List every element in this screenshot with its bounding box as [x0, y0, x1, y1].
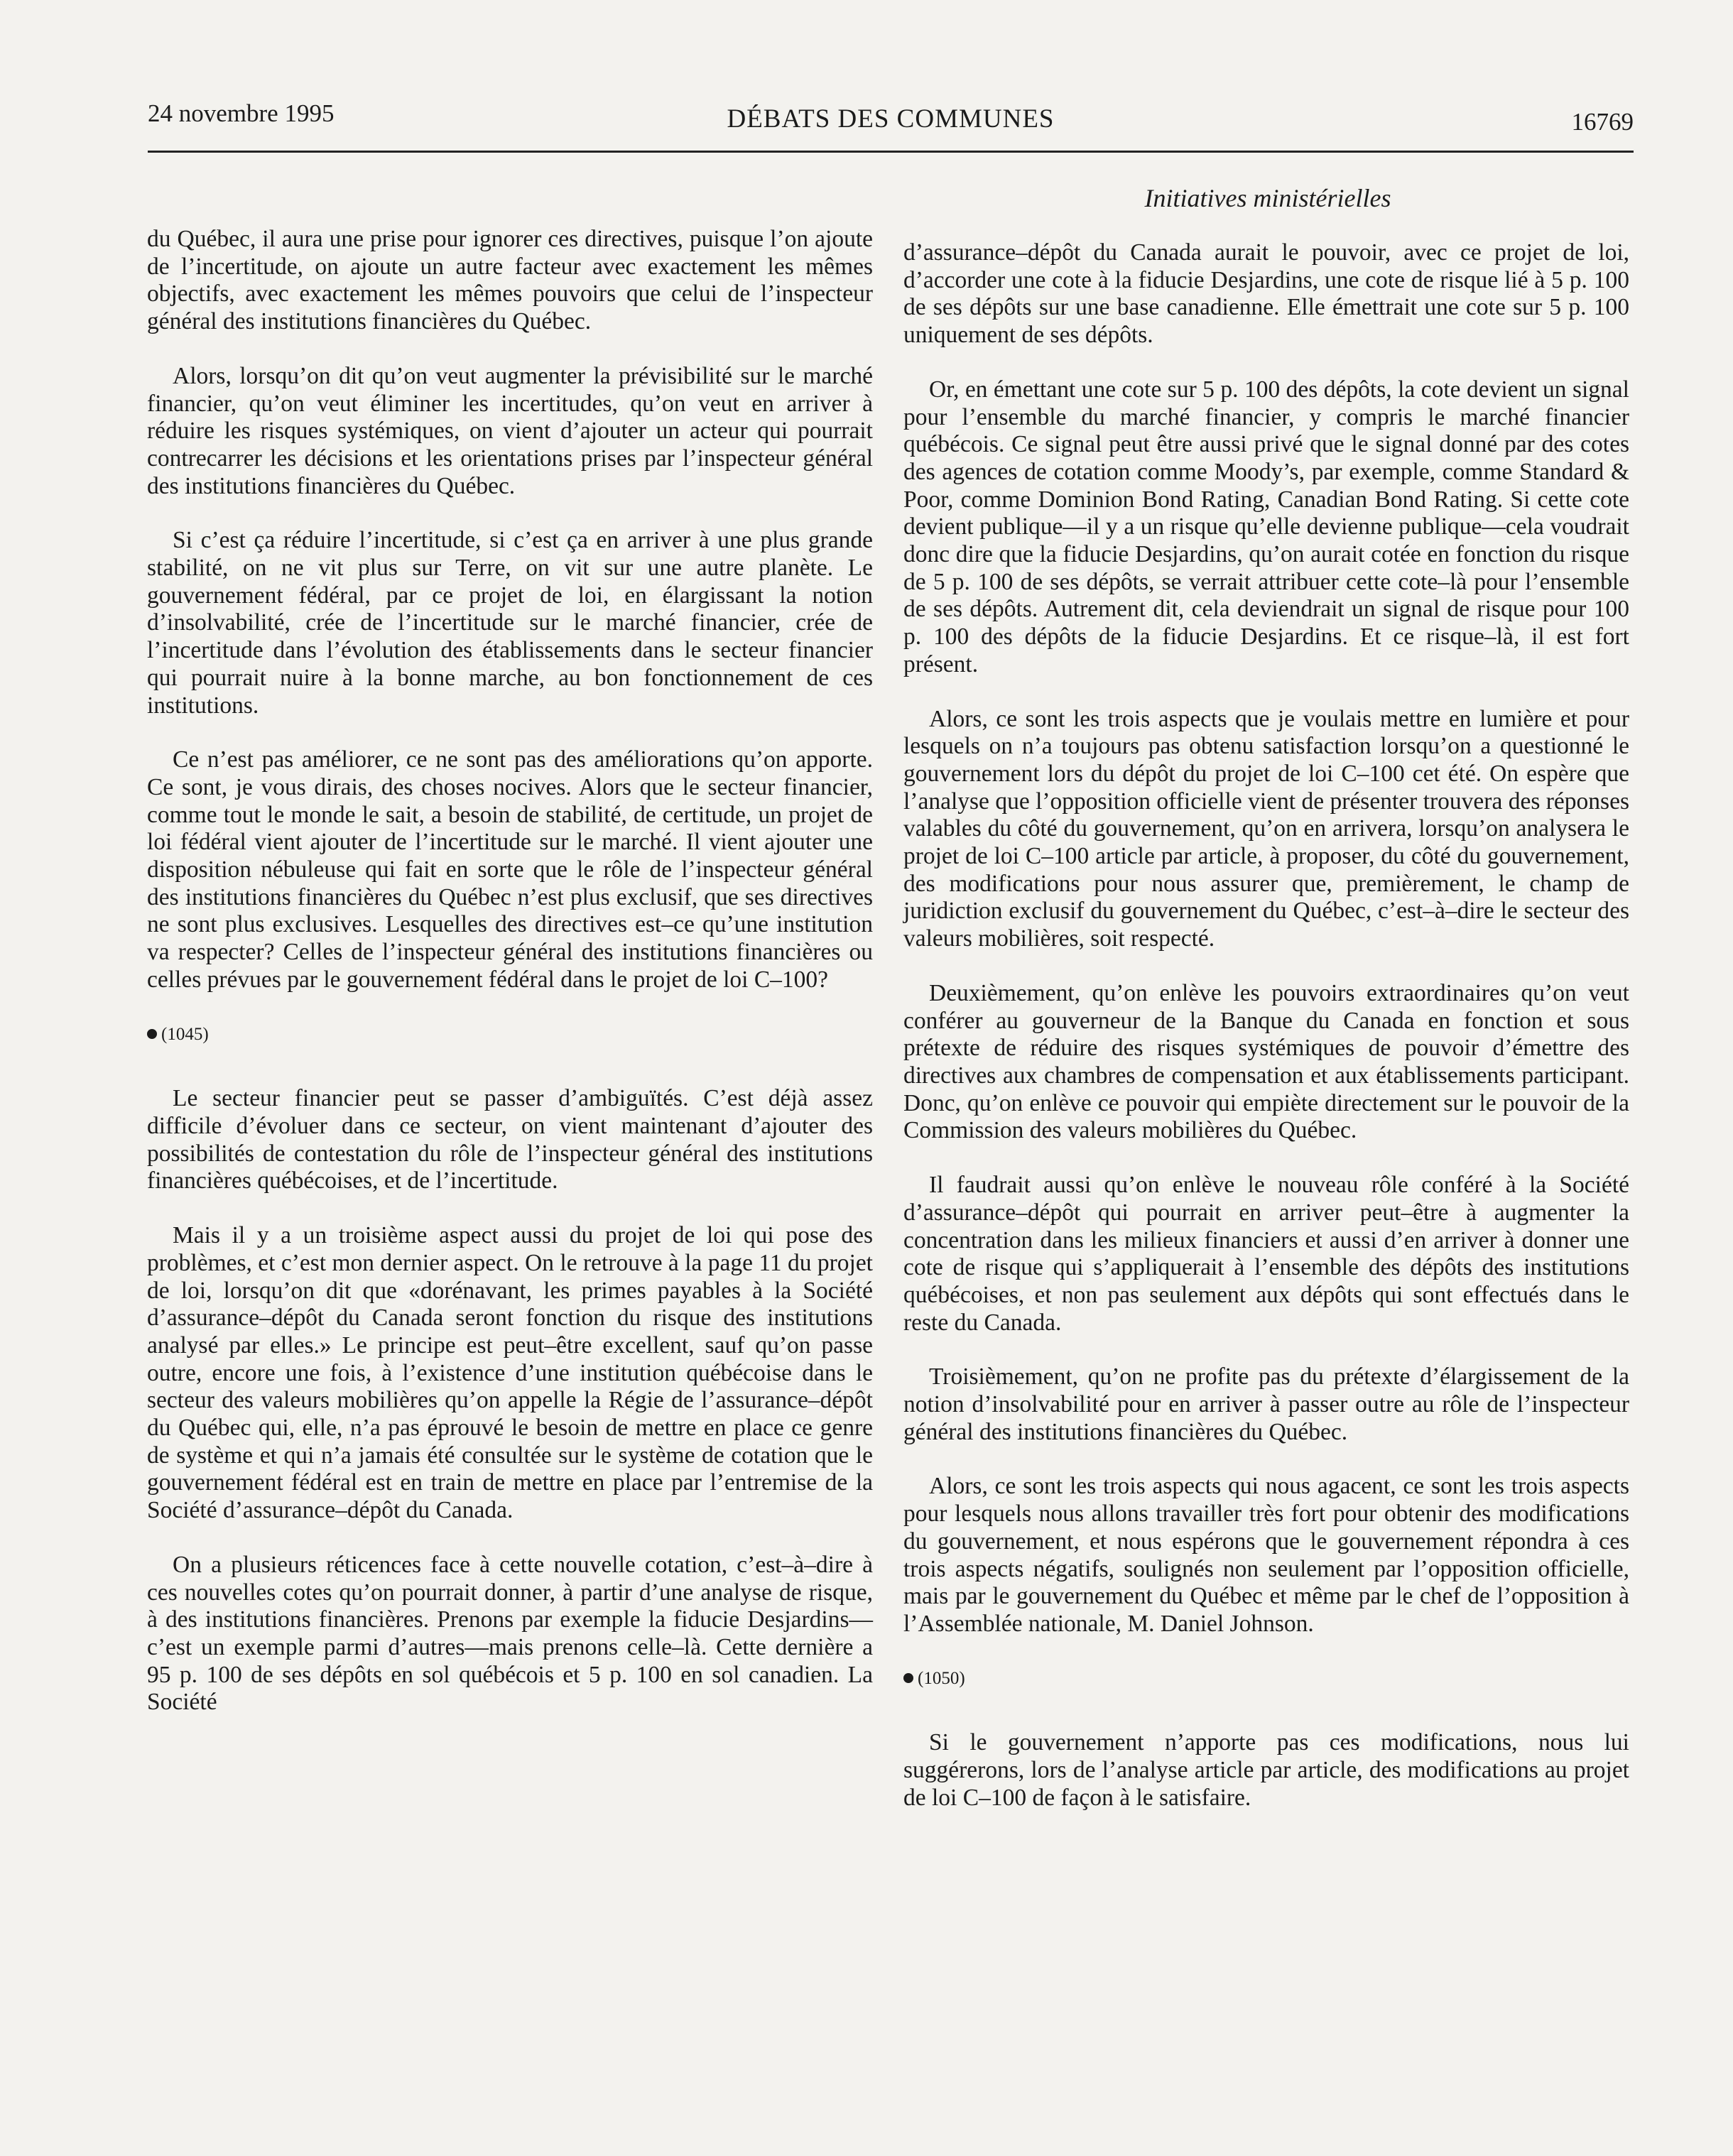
paragraph: du Québec, il aura une prise pour ignorer ces directives, puisque l’on ajoute de l’incertitude, on ajoute un autre facteur avec exactement les mêmes objectifs, avec exactement les mêmes pouvoirs que celui de l’inspecteur général des institutions financières du Québec. — [147, 226, 873, 335]
paragraph: Alors, ce sont les trois aspects que je voulais mettre en lumière et pour lesquels on n’a toujours pas obtenu satisfaction lorsqu’on a questionné le gouvernement lors du dépôt du projet de loi C–100 cet été. On espère que l’analyse que l’opposition officielle vient de présenter trouvera des réponses valables du côté du gouvernement, qu’on en arrivera, lorsqu’on analysera le projet de loi C–100 article par article, à proposer, du côté du gouvernement, des modifications pour nous assurer que, premièrement, le champ de juridiction exclusif du gouvernement du Québec, c’est–à–dire le secteur des valeurs mobilières, soit respecté. — [903, 705, 1629, 952]
paragraph: Ce n’est pas améliorer, ce ne sont pas des améliorations qu’on apporte. Ce sont, je vous dirais, des choses nocives. Alors que le secteur financier, comme tout le monde le sait, a besoin de stabilité, de certitude, un projet de loi fédéral vient ajouter de l’incertitude sur le marché. Il vient ajouter une disposition nébuleuse qui fait en sorte que le rôle de l’inspecteur général des institutions financières du Québec n’est plus exclusif, que ses directives ne sont plus exclusives. Lesquelles des directives est–ce qu’une institution va respecter? Celles de l’inspecteur général des institutions financières ou celles prévues par le gouvernement fédéral dans le projet de loi C–100? — [147, 746, 873, 993]
paragraph: Mais il y a un troisième aspect aussi du projet de loi qui pose des problèmes, et c’est mon dernier aspect. On le retrouve à la page 11 du projet de loi, lorsqu’on dit que «dorénavant, les primes payables à la Société d’assurance–dépôt du Canada seront fonction du risque des institutions analysé par elles.» Le principe est peut–être excellent, sauf qu’on passe outre, encore une fois, à l’existence d’une institution québécoise dans le secteur des valeurs mobilières qu’on appelle la Régie de l’assurance–dépôt du Québec qui, elle, n’a pas éprouvé le besoin de mettre en place ce genre de système et qui n’a jamais été consultée sur le système de cotation que le gouvernement fédéral est en train de mettre en place par l’entremise de la Société d’assurance–dépôt du Canada. — [147, 1222, 873, 1524]
header-date: 24 novembre 1995 — [148, 99, 335, 127]
right-column — [903, 239, 1629, 1839]
header-page-number: 16769 — [1571, 108, 1634, 136]
paragraph: Il faudrait aussi qu’on enlève le nouveau rôle conféré à la Société d’assurance–dépôt qui pourrait en arriver peut–être à augmenter la concentration dans les milieux financiers et aussi d’en arriver à donner une cote de risque qui s’appliquerait à l’ensemble des dépôts des institutions québécoises, et non pas seulement aux dépôts qui sont effectués dans le reste du Canada. — [903, 1172, 1629, 1336]
paragraph: Alors, ce sont les trois aspects qui nous agacent, ce sont les trois aspects pour lesquels nous allons travailler très fort pour obtenir des modifications du gouvernement, et nous espérons que le gouvernement répondra à ces trois aspects négatifs, soulignés non seulement par l’opposition officielle, mais par le gouvernement du Québec et même par le chef de l’opposition à l’Assemblée nationale, M. Daniel Johnson. — [903, 1473, 1629, 1637]
page-header — [148, 99, 1634, 153]
section-title: Initiatives ministérielles — [1144, 184, 1391, 212]
paragraph: Le secteur financier peut se passer d’ambiguïtés. C’est déjà assez difficile d’évoluer dans ce secteur, on vient maintenant d’ajouter des possibilités de contestation du rôle de l’inspecteur général des institutions financières québécoises, et de l’incertitude. — [147, 1085, 873, 1194]
paragraph: Troisièmement, qu’on ne profite pas du prétexte d’élargissement de la notion d’insolvabilité pour en arriver à passer outre au rôle de l’inspecteur général des institutions financières du Québec. — [903, 1363, 1629, 1445]
time-marker-label: (1050) — [918, 1668, 965, 1688]
paragraph: Deuxièmement, qu’on enlève les pouvoirs extraordinaires qu’on veut conférer au gouverneur de la Banque du Canada en fonction et sous prétexte de réduire des risques systémiques de pouvoir d’émettre des directives aux chambres de compensation et aux établissements participant. Donc, qu’on enlève ce pouvoir qui empiète directement sur le pouvoir de la Commission des valeurs mobilières du Québec. — [903, 979, 1629, 1144]
time-marker — [147, 1021, 873, 1049]
paragraph: Si c’est ça réduire l’incertitude, si c’est ça en arriver à une plus grande stabilité, on ne vit plus sur Terre, on vit sur une autre planète. Le gouvernement fédéral, par ce projet de loi, en élargissant la notion d’insolvabilité, crée de l’incertitude sur le marché financier, crée de l’incertitude dans l’évolution des établissements dans le secteur financier qui pourrait nuire à la bonne marche, au bon fonctionnement de ces institutions. — [147, 527, 873, 719]
left-column — [147, 226, 873, 1743]
paragraph: On a plusieurs réticences face à cette nouvelle cotation, c’est–à–dire à ces nouvelles cotes qu’on pourrait donner, à partir d’une analyse de risque, à des institutions financières. Prenons par exemple la fiducie Desjardins—c’est un exemple parmi d’autres—mais prenons celle–là. Cette dernière a 95 p. 100 de ses dépôts en sol québécois et 5 p. 100 en sol canadien. La Société — [147, 1551, 873, 1716]
paragraph: Si le gouvernement n’apporte pas ces modifications, nous lui suggérerons, lors de l’analyse article par article, des modifications au projet de loi C–100 de façon à le satisfaire. — [903, 1729, 1629, 1811]
time-marker — [903, 1665, 1629, 1693]
bullet-icon — [147, 1029, 157, 1039]
paragraph: d’assurance–dépôt du Canada aurait le pouvoir, avec ce projet de loi, d’accorder une cote à la fiducie Desjardins, une cote de risque lié à 5 p. 100 de ses dépôts sur une base canadienne. Elle émettrait une cote sur 5 p. 100 uniquement de ses dépôts. — [903, 239, 1629, 349]
paragraph: Alors, lorsqu’on dit qu’on veut augmenter la prévisibilité sur le marché financier, qu’on veut éliminer les incertitudes, qu’on veut en arriver à réduire les risques systémiques, on vient d’ajouter un acteur qui pourrait contrecarrer les décisions et les orientations prises par l’inspecteur général des institutions financières du Québec. — [147, 362, 873, 499]
bullet-icon — [903, 1673, 913, 1683]
paragraph: Or, en émettant une cote sur 5 p. 100 des dépôts, la cote devient un signal pour l’ensemble du marché financier, y compris le marché financier québécois. Ce signal peut être aussi privé que le signal donné par des cotes des agences de cotation comme Moody’s, par exemple, comme Standard & Poor, comme Dominion Bond Rating, Canadian Bond Rating. Si cette cote devient publique—il y a un risque qu’elle devienne publique—cela voudrait donc dire que la fiducie Desjardins, qu’on aurait cotée en fonction du risque de 5 p. 100 de ses dépôts, se verrait attribuer cette cote–là pour l’ensemble de ses dépôts. Autrement dit, cela deviendrait un signal de risque pour 100 p. 100 des dépôts de la fiducie Desjardins. Et ce risque–là, il est fort présent. — [903, 376, 1629, 677]
time-marker-label: (1045) — [161, 1024, 209, 1044]
header-title: DÉBATS DES COMMUNES — [727, 104, 1055, 134]
